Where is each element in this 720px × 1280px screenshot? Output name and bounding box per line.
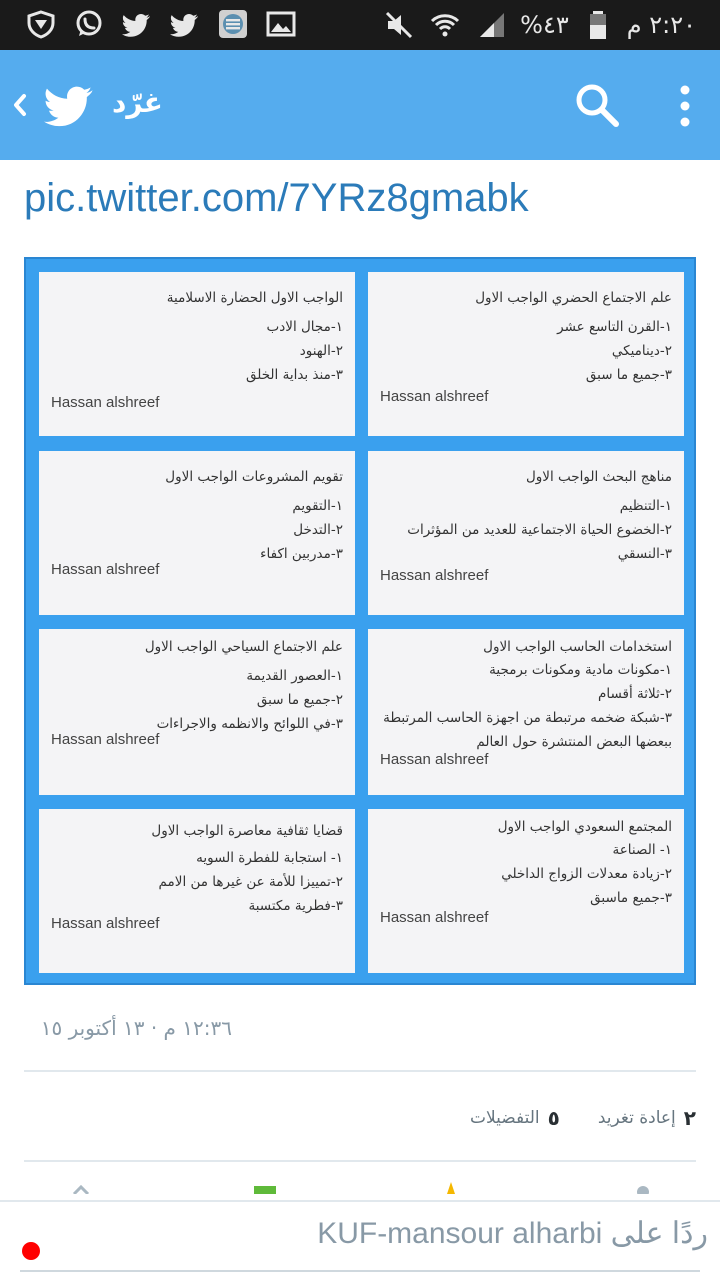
card-lines xyxy=(246,315,343,387)
clock: ٢:٢٠ م xyxy=(626,11,696,39)
card-line: ١-مجال الادب xyxy=(266,319,343,335)
card-line: ٢-زيادة معدلات الزواج الداخلي xyxy=(501,866,672,882)
media-card xyxy=(368,809,684,973)
card-line: ٣-مدربين اكفاء xyxy=(260,546,343,562)
tweet-detail xyxy=(0,160,720,1200)
card-title: قضايا ثقافية معاصرة الواجب الاول xyxy=(151,823,343,839)
reply-icon[interactable] xyxy=(70,1182,92,1194)
card-lines xyxy=(383,658,672,754)
news-app-icon xyxy=(216,6,250,42)
card-title: علم الاجتماع الحضري الواجب الاول xyxy=(475,290,672,306)
search-icon[interactable] xyxy=(574,82,620,128)
system-status xyxy=(382,6,696,44)
app-bar xyxy=(0,50,720,160)
favorite-icon[interactable] xyxy=(440,1182,462,1194)
notification-icons xyxy=(24,6,298,42)
share-icon[interactable] xyxy=(632,1182,654,1194)
reply-input-underline xyxy=(20,1270,700,1272)
media-card xyxy=(39,272,355,436)
overflow-menu-icon[interactable] xyxy=(678,84,692,128)
page-title: غرّد xyxy=(112,86,163,119)
card-lines xyxy=(159,846,343,918)
card-line: ٢-التدخل xyxy=(293,522,343,538)
favorites-count[interactable]: ٥ xyxy=(547,1106,560,1130)
card-signature: Hassan alshreef xyxy=(51,915,160,932)
card-line: ١- استجابة للفطرة السويه xyxy=(196,850,343,866)
reply-input[interactable]: ردًا على KUF-mansour alharbi xyxy=(317,1217,708,1250)
battery-percent: %٤٣ xyxy=(520,11,569,39)
divider xyxy=(24,1160,696,1162)
media-card xyxy=(39,451,355,615)
card-title: تقويم المشروعات الواجب الاول xyxy=(165,469,343,485)
tweet-media-image[interactable] xyxy=(24,257,696,985)
card-lines xyxy=(557,315,672,387)
card-line: ببعضها البعض المنتشرة حول العالم xyxy=(476,734,672,750)
card-line: ٢-ديناميكي xyxy=(611,343,672,359)
card-lines xyxy=(407,494,672,566)
signal-icon xyxy=(474,7,508,43)
reply-bar xyxy=(0,1200,720,1280)
twitter-icon xyxy=(168,6,202,42)
card-lines xyxy=(501,838,672,910)
card-title: استخدامات الحاسب الواجب الاول xyxy=(483,639,672,655)
card-line: ١-مكونات مادية ومكونات برمجية xyxy=(489,662,672,678)
card-lines xyxy=(157,664,343,736)
card-signature: Hassan alshreef xyxy=(51,394,160,411)
card-line: ٣-جميع ماسبق xyxy=(590,890,672,906)
back-chevron-icon[interactable] xyxy=(10,88,30,122)
card-title: مناهج البحث الواجب الاول xyxy=(525,469,672,485)
media-card xyxy=(39,629,355,795)
card-signature: Hassan alshreef xyxy=(380,909,489,926)
card-line: ١- الصناعة xyxy=(612,842,672,858)
card-title: علم الاجتماع السياحي الواجب الاول xyxy=(144,639,343,655)
card-signature: Hassan alshreef xyxy=(380,751,489,768)
card-line: ١-القرن التاسع عشر xyxy=(557,319,672,335)
retweets-label[interactable]: إعادة تغريد xyxy=(597,1108,676,1128)
card-line: ٣-شبكة ضخمه مرتبطة من اجهزة الحاسب المرتبطة xyxy=(383,710,672,726)
twitter-logo-icon[interactable] xyxy=(44,78,96,130)
tweet-timestamp: ١٢:٣٦ م · ١٣ أكتوبر ١٥ xyxy=(40,1016,232,1040)
card-line: ٢-جميع ما سبق xyxy=(256,692,343,708)
card-line: ٣-فطرية مكتسبة xyxy=(248,898,343,914)
twitter-icon xyxy=(120,6,154,42)
record-indicator-icon xyxy=(22,1242,40,1260)
whatsapp-icon xyxy=(72,6,106,42)
battery-icon xyxy=(581,7,615,43)
gallery-icon xyxy=(264,6,298,42)
card-line: ٣-النسقي xyxy=(617,546,672,562)
card-line: ٢-الخضوع الحياة الاجتماعية للعديد من المؤثرات xyxy=(407,522,672,538)
card-line: ١-التقويم xyxy=(292,498,343,514)
card-signature: Hassan alshreef xyxy=(380,567,489,584)
tweet-stats xyxy=(470,1102,696,1134)
wifi-icon xyxy=(428,7,462,43)
retweet-icon[interactable] xyxy=(254,1182,276,1194)
tweet-link[interactable]: pic.twitter.com/7YRz8gmabk xyxy=(24,176,529,220)
card-line: ٣-جميع ما سبق xyxy=(585,367,672,383)
status-bar xyxy=(0,0,720,50)
media-card xyxy=(368,272,684,436)
vpn-shield-icon xyxy=(24,6,58,42)
card-line: ٢-ثلاثة أقسام xyxy=(598,686,672,702)
card-line: ١-العصور القديمة xyxy=(246,668,343,684)
card-signature: Hassan alshreef xyxy=(380,388,489,405)
card-line: ٣-منذ بداية الخلق xyxy=(245,367,343,383)
card-title: المجتمع السعودي الواجب الاول xyxy=(497,819,672,835)
card-line: ٢-الهنود xyxy=(299,343,343,359)
media-card xyxy=(368,629,684,795)
mute-icon xyxy=(382,7,416,43)
card-line: ٢-تمييزا للأمة عن غيرها من الامم xyxy=(158,874,343,890)
retweets-count[interactable]: ٢ xyxy=(683,1106,696,1130)
media-card xyxy=(39,809,355,973)
card-lines xyxy=(260,494,343,566)
media-card xyxy=(368,451,684,615)
favorites-label[interactable]: التفضيلات xyxy=(470,1108,540,1128)
divider xyxy=(24,1070,696,1072)
card-title: الواجب الاول الحضارة الاسلامية xyxy=(166,290,343,306)
card-signature: Hassan alshreef xyxy=(51,561,160,578)
card-line: ١-التنظيم xyxy=(619,498,672,514)
card-signature: Hassan alshreef xyxy=(51,731,160,748)
card-line: ٣-في اللوائح والانظمه والاجراءات xyxy=(156,716,343,732)
